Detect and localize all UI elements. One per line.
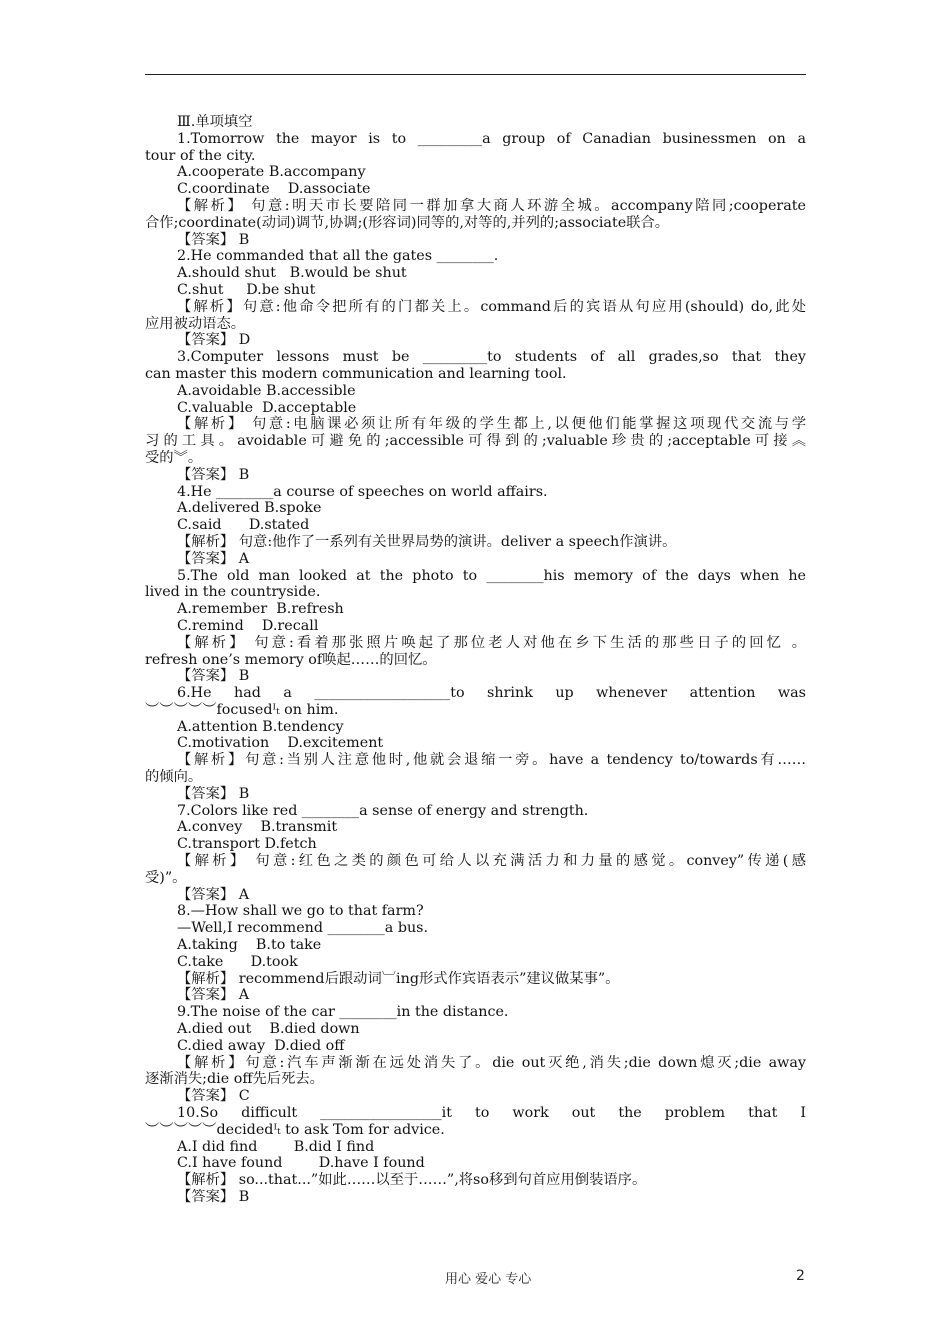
text-line: A.avoidable B.accessible — [177, 382, 356, 399]
text-line: A.died out B.died down — [177, 1021, 360, 1038]
footer-motto: 用心 爱心 专心 — [445, 1272, 532, 1287]
text-line: 【答案】 B — [177, 466, 250, 483]
text-line: —Well,I recommend ________a bus. — [177, 920, 429, 937]
text-line: A.taking B.to take — [177, 937, 322, 954]
text-line: C.coordinate D.associate — [177, 181, 371, 198]
text-line: 【解析】句意:汽车声渐渐在远处消失了。die out灭绝,消失;die down熄灭;die away — [177, 1054, 806, 1071]
text-line: 【答案】 A — [177, 886, 250, 903]
text-line: 【答案】 A — [177, 987, 250, 1004]
text-line: 【解析】 recommend后跟动词︺ing形式作宾语表示”建议做某事”。 — [177, 970, 620, 987]
section-title: Ⅲ.单项填空 — [177, 114, 253, 130]
text-line: 10.So difficult _________________it to work out the problem that I — [177, 1105, 806, 1122]
document-body — [145, 114, 806, 1206]
text-line: lived in the countryside. — [145, 584, 321, 601]
text-line: A.remember B.refresh — [177, 601, 344, 618]
text-line: C.died away D.died off — [177, 1037, 345, 1054]
text-line: 【答案】 D — [177, 332, 251, 349]
text-line: A.delivered B.spoke — [177, 500, 322, 517]
text-line: C.transport D.fetch — [177, 836, 317, 853]
question-lines — [145, 131, 806, 1206]
text-line: refresh one’s memory of唤起……的回忆。 — [145, 651, 437, 668]
text-line: C.remind D.recall — [177, 617, 319, 634]
text-line: C.motivation D.excitement — [177, 735, 384, 752]
text-line: A.attention B.tendency — [177, 718, 344, 735]
text-line: ︶︶︶︶︶decidedᴵₜ to ask Tom for advice. — [145, 1121, 445, 1138]
text-line: 【解析】 句意:电脑课必须让所有年级的学生都上,以便他们能掌握这项现代交流与学 — [177, 416, 806, 433]
text-line: 【答案】 B — [177, 231, 250, 248]
text-line: 【解析】句意:他命令把所有的门都关上。command后的宾语从句应用(should) do,此处 — [177, 298, 806, 315]
text-line: ︶︶︶︶︶focusedᴵₜ on him. — [145, 701, 339, 718]
text-line: 受)”。 — [145, 869, 187, 886]
text-line: 【答案】 B — [177, 668, 250, 685]
text-line: 【答案】 B — [177, 785, 250, 802]
text-line: 【答案】 A — [177, 550, 250, 567]
text-line: C.said D.stated — [177, 517, 310, 534]
text-line: 7.Colors like red ________a sense of energy and strength. — [177, 802, 589, 819]
text-line: C.shut D.be shut — [177, 281, 316, 298]
text-line: can master this modern communication and learning tool. — [145, 365, 567, 382]
text-line: 受的︾。 — [145, 449, 203, 466]
text-line: A.cooperate B.accompany — [177, 164, 366, 181]
text-line: 习的工具。avoidable可避免的;accessible可得到的;valuable珍贵的;acceptable可接︽ — [145, 433, 806, 450]
text-line: 4.He ________a course of speeches on world affairs. — [177, 483, 548, 500]
text-line: 【解析】 so...that...”如此……以至于……”,将so移到句首应用倒装语序。 — [177, 1172, 647, 1189]
header-rule — [145, 74, 806, 75]
text-line: 【解析】 句意:红色之类的颜色可给人以充满活力和力量的感觉。convey”传递(感 — [177, 853, 806, 870]
text-line: 【答案】 B — [177, 1189, 250, 1205]
text-line: 【解析】 句意:看着那张照片唤起了那位老人对他在乡下生活的那些日子的回忆 。 — [177, 634, 806, 651]
text-line: 的倾向。 — [145, 769, 203, 786]
text-line: 【答案】 C — [177, 1088, 250, 1105]
text-line: 5.The old man looked at the photo to ________his memory of the days when he — [177, 567, 806, 584]
text-line: 【解析】句意:当别人注意他时,他就会退缩一旁。have a tendency to/towards有…… — [177, 752, 806, 769]
text-line: 9.The noise of the car ________in the distance. — [177, 1004, 509, 1021]
text-line: 【解析】 句意:明天市长要陪同一群加拿大商人环游全城。accompany陪同;cooperate — [177, 197, 806, 214]
text-line: 合作;coordinate(动词)调节,协调;(形容词)同等的,对等的,并列的;associate联合。 — [145, 214, 670, 231]
text-line: tour of the city. — [145, 147, 256, 164]
text-line: 逐渐消失;die off先后死去。 — [145, 1071, 324, 1088]
text-line: C.take D.took — [177, 953, 298, 970]
text-line: C.I have found D.have I found — [177, 1155, 425, 1172]
text-line: 1.Tomorrow the mayor is to _________a group of Canadian businessmen on a — [177, 130, 806, 147]
text-line: 2.He commanded that all the gates ________. — [177, 248, 499, 265]
text-line: 【解析】 句意:他作了一系列有关世界局势的演讲。deliver a speech作演讲。 — [177, 533, 677, 550]
text-line: 应用被动语态。 — [145, 315, 246, 332]
text-line: A.should shut B.would be shut — [177, 265, 407, 282]
text-line: 6.He had a ___________________to shrink up whenever attention was — [177, 685, 806, 702]
text-line: C.valuable D.acceptable — [177, 399, 357, 416]
text-line: A.I did find B.did I find — [177, 1138, 375, 1155]
text-line: 8.—How shall we go to that farm? — [177, 903, 424, 920]
text-line: A.convey B.transmit — [177, 819, 338, 836]
page-number: 2 — [796, 1268, 805, 1284]
text-line: 3.Computer lessons must be _________to students of all grades,so that they — [177, 349, 806, 366]
